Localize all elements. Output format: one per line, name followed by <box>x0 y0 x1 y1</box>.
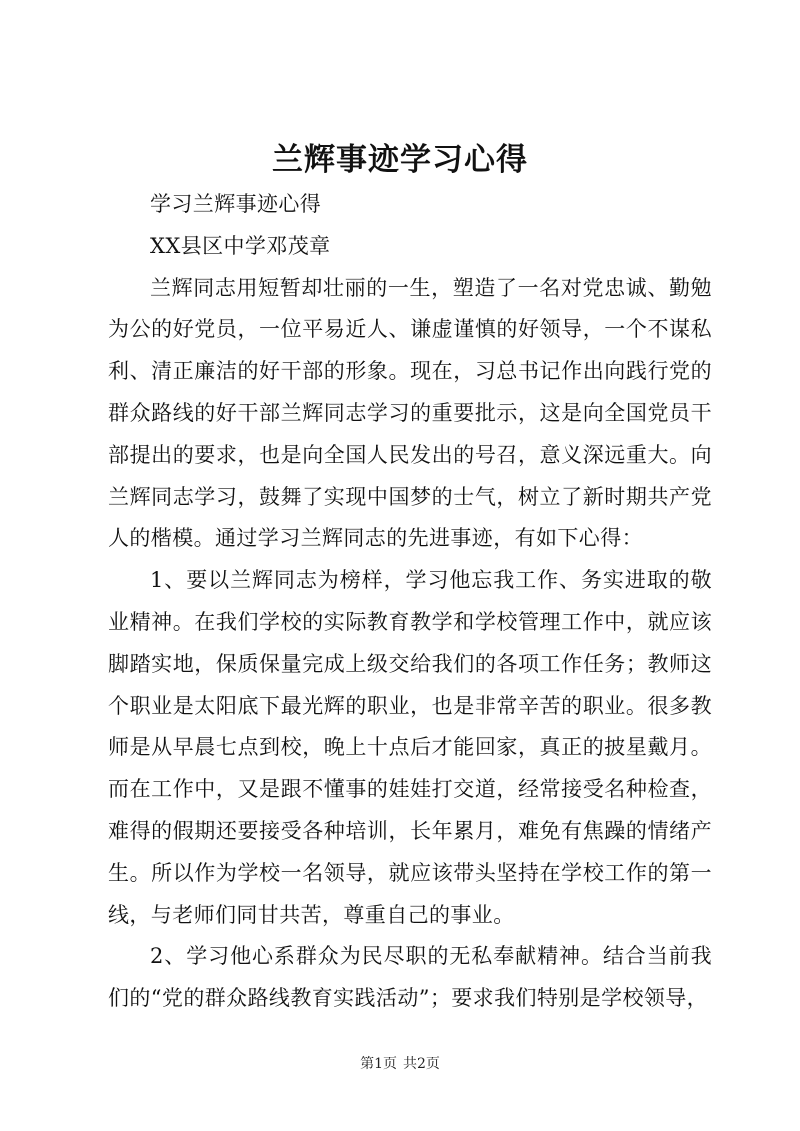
page-number: 第1页 <box>360 1056 397 1072</box>
intro-paragraph: 兰辉同志用短暂却壮丽的一生，塑造了一名对党忠诚、勤勉为公的好党员，一位平易近人、谦虚谨慎的好领导，一个不谋私利、清正廉洁的好干部的形象。现在，习总书记作出向践行党的群众路线的好干部兰辉同志学习的重要批示，这是向全国党员干部提出的要求，也是向全国人民发出的号召，意义深远重大。向兰辉同志学习，鼓舞了实现中国梦的士气，树立了新时期共产党人的楷模。通过学习兰辉同志的先进事迹，有如下心得： <box>108 275 712 551</box>
page-total: 共2页 <box>403 1056 440 1072</box>
author-paragraph: XX县区中学邓茂章 <box>150 233 331 258</box>
subtitle-paragraph: 学习兰辉事迹心得 <box>150 192 322 216</box>
point-1-paragraph: 1、要以兰辉同志为榜样，学习他忘我工作、务实进取的敬业精神。在我们学校的实际教育教学和学校管理工作中，就应该脚踏实地，保质保量完成上级交给我们的各项工作任务；教师这个职业是太阳底下最光辉的职业，也是非常辛苦的职业。很多教师是从早晨七点到校，晚上十点后才能回家，真正的披星戴月。而在工作中，又是跟不懂事的娃娃打交道，经常接受名种检查，难得的假期还要接受各种培训，长年累月，难免有焦躁的情绪产生。所以作为学校一名领导，就应该带头坚持在学校工作的第一线，与老师们同甘共苦，尊重自己的事业。 <box>108 568 712 927</box>
document-body <box>108 184 712 1020</box>
page-footer <box>0 1054 800 1074</box>
document-title: 兰辉事迹学习心得 <box>272 142 528 178</box>
point-2-paragraph: 2、学习他心系群众为民尽职的无私奉献精神。结合当前我们的“党的群众路线教育实践活动”；要求我们特别是学校领导， <box>108 944 712 1011</box>
